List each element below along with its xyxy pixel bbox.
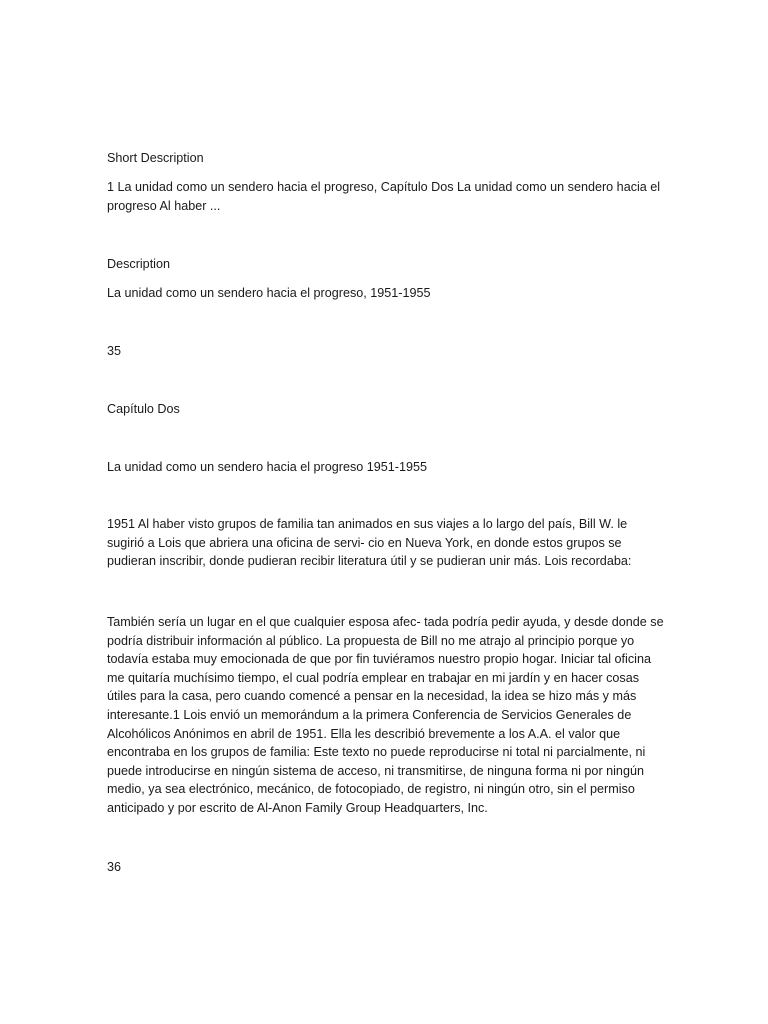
short-description-text: 1 La unidad como un sendero hacia el progreso, Capítulo Dos La unidad como un sendero hacia el progreso Al haber ...: [107, 180, 661, 213]
short-description-heading: Short Description: [107, 151, 204, 165]
chapter-label: Capítulo Dos: [107, 402, 180, 416]
description-text: La unidad como un sendero hacia el progreso, 1951-1955: [107, 286, 431, 300]
body-paragraph: 1951 Al haber visto grupos de familia tan animados en sus viajes a lo largo del país, Bill W. le sugirió a Lois que abriera una oficina de servi- cio en Nueva York, en donde estos grupos se pudieran inscribir, donde pudieran recibir literatura útil y se pudieran unir más. Lois recordaba:: [107, 517, 632, 569]
page-number: 35: [107, 344, 122, 358]
page-number: 36: [107, 860, 122, 874]
body-paragraph: También sería un lugar en el que cualquier esposa afec- tada podría pedir ayuda, y desde donde se podría distribuir información al público. La propuesta de Bill no me atrajo al principio porque yo todavía estaba muy emocionada de que por fin tuviéramos nuestro propio hogar. Iniciar tal oficina me quitaría muchísimo tiempo, el cual podría emplear en trabajar en mi jardín y en hacer cosas útiles para la casa, pero cuando comencé a pensar en la necesidad, la idea se hizo más y más interesante.1 Lois envió un memorándum a la primera Conferencia de Servicios Generales de Alcohólicos Anónimos en abril de 1951. Ella les describió brevemente a los A.A. el valor que encontraba en los grupos de familia: Este texto no puede reproducirse ni total ni parcialmente, ni puede introducirse en ningún sistema de acceso, ni transmitirse, de ninguna forma ni por ningún medio, ya sea electrónico, mecánico, de fotocopiado, de registro, ni ningún otro, sin el permiso anticipado y por escrito de Al-Anon Family Group Headquarters, Inc.: [107, 615, 664, 815]
chapter-title: La unidad como un sendero hacia el progreso 1951-1955: [107, 460, 427, 474]
description-heading: Description: [107, 257, 170, 271]
